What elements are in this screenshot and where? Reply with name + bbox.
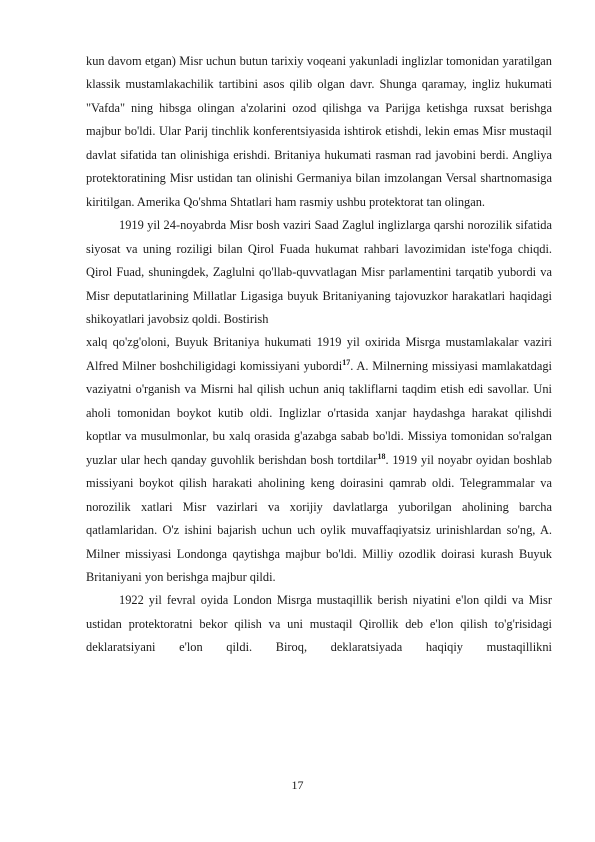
footnote-ref-17: 17 [342,357,351,367]
page-number: 17 [291,778,304,792]
document-body [86,50,552,660]
paragraph-3-part-b: . A. Milnerning missiyasi mamlakatdagi vaziyatni o'rganish va Misrni hal qilish uchun aniq takliflarni taqdim etish edi savollar. Uni aholi tomonidan boykot kutib oldi. Inglizlar o'rtasida xanjar haydashga harakat qilishdi koptlar va musulmonlar, bu xalq orasida g'azabga sabab bo'ldi. Missiya tomonidan so'ralgan yuzlar ular hech qanday guvohlik berishdan bosh tortdilar [86,358,552,467]
paragraph-2: 1919 yil 24-noyabrda Misr bosh vaziri Saad Zaglul inglizlarga qarshi norozilik sifatida siyosat va uning roziligi bilan Qirol Fuada hukumat rahbari lavozimidan iste'foga chiqdi. Qirol Fuad, shuningdek, Zaglulni qo'llab-quvvatlagan Misr parlamentini tarqatib yubordi va Misr deputatlarining Millatlar Ligasiga buyuk Britaniyaning tajovuzkor harakatlari haqidagi shikoyatlari javobsiz qoldi. Bostirish [86,218,552,326]
footnote-ref-18: 18 [377,451,386,461]
paragraph-1: kun davom etgan) Misr uchun butun tarixiy voqeani yakunladi inglizlar tomonidan yaratilgan klassik mustamlakachilik tartibini asos qilib olgan davr. Shunga qaramay, ingliz hukumati "Vafda" ning hibsga olingan a'zolarini ozod qilishga va Parijga ketishga ruxsat berishga majbur bo'ldi. Ular Parij tinchlik konferentsiyasida ishtirok etishdi, lekin emas Misr mustaqil davlat sifatida tan olinishiga erishdi. Britaniya hukumati rasman rad javobini berdi. Angliya protektoratining Misr ustidan tan olinishi Germaniya bilan imzolangan Versal shartnomasiga kiritilgan. Amerika Qo'shma Shtatlari ham rasmiy ushbu protektorat tan olingan. [86,54,552,209]
paragraph-3 [86,331,552,589]
paragraph-3-part-c: . 1919 yil noyabr oyidan boshlab missiyani boykot qilish harakati aholining keng doirasini qamrab oldi. Telegrammalar va norozilik xatlari Misr vazirlari va xorijiy davlatlarga yuborilgan aholining barcha qatlamlaridan. O'z ishini bajarish uchun uch oylik muvaffaqiyatsiz urinishlardan so'ng, A. Milner missiyasi Londonga qaytishga majbur bo'ldi. Milliy ozodlik doirasi kurash Buyuk Britaniyani yon berishga majbur qildi. [86,452,552,584]
paragraph-4: 1922 yil fevral oyida London Misrga mustaqillik berish niyatini e'lon qildi va Misr ustidan protektoratni bekor qilish va uni mustaqil Qirollik deb e'lon qilish to'g'risidagi deklaratsiyani e'lon qildi. Biroq, deklaratsiyada haqiqiy mustaqillikni [86,593,552,655]
paragraph-3-part-a: xalq qo'zg'oloni, Buyuk Britaniya hukumati 1919 yil oxirida Misrga mustamlakalar vaziri Alfred Milner boshchiligidagi komissiyani yubordi [86,335,552,373]
